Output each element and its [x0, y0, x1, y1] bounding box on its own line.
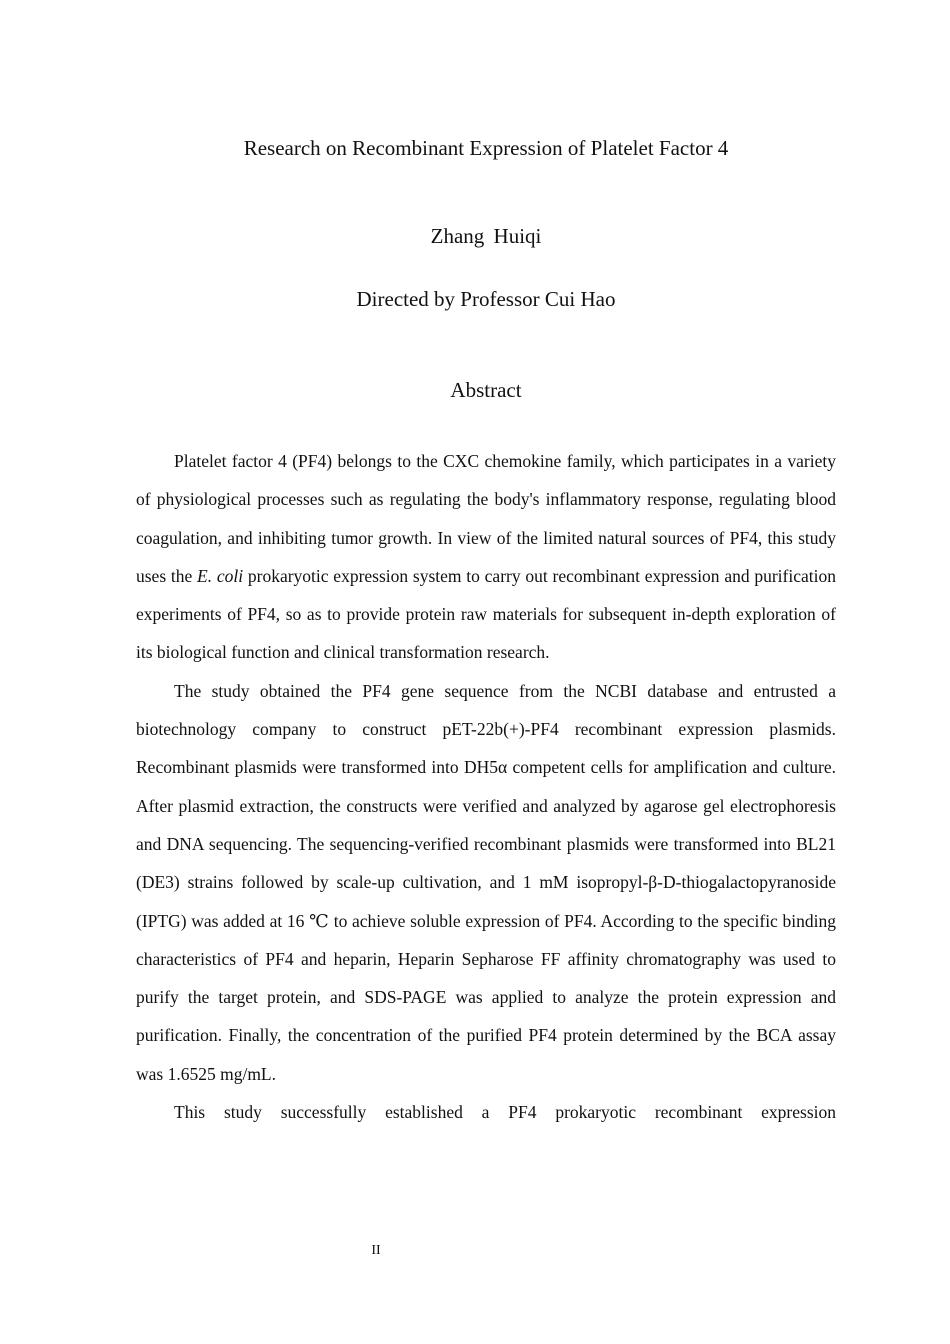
abstract-paragraph-2: The study obtained the PF4 gene sequence from the NCBI database and entrusted a biotechnology company to construct pET-22b(+)-PF4 recombinant expression plasmids. Recombinant plasmids were transformed into DH5α competent cells for amplification and culture. After plasmid extraction, the constructs were verified and analyzed by agarose gel electrophoresis and DNA sequencing. The sequencing-verified recombinant plasmids were transformed into BL21 (DE3) strains followed by scale-up cultivation, and 1 mM isopropyl-β-D-thiogalactopyranoside (IPTG) was added at 16 ℃ to achieve soluble expression of PF4. According to the specific binding characteristics of PF4 and heparin, Heparin Sepharose FF affinity chromatography was used to purify the target protein, and SDS-PAGE was applied to analyze the protein expression and purification. Finally, the concentration of the purified PF4 protein determined by the BCA assay was 1.6525 mg/mL.	[136, 680, 836, 1084]
page-number: II	[371, 1243, 381, 1258]
thesis-title: Research on Recombinant Expression of Platelet Factor 4	[243, 136, 729, 160]
abstract-paragraph-3: This study successfully established a PF4 prokaryotic recombinant expression	[174, 1102, 836, 1123]
abstract-body	[136, 442, 836, 1131]
abstract-paragraph-1	[136, 442, 836, 672]
organism-name-italic: E. coli	[197, 565, 244, 586]
paragraph-1-text-b: prokaryotic expression system to carry out recombinant expression and purification experiments of PF4, so as to provide protein raw materials for subsequent in-depth exploration of its biological function and clinical transformation research.	[136, 565, 836, 663]
author-name: Zhang Huiqi	[430, 224, 542, 248]
paragraph-1-text-a: Platelet factor 4 (PF4) belongs to the CXC chemokine family, which participates in a variety of physiological processes such as regulating the body's inflammatory response, regulating blood coagulation, and inhibiting tumor growth. In view of the limited natural sources of PF4, this study uses the	[136, 451, 836, 586]
supervisor-line: Directed by Professor Cui Hao	[356, 287, 616, 311]
abstract-heading: Abstract	[450, 378, 522, 402]
